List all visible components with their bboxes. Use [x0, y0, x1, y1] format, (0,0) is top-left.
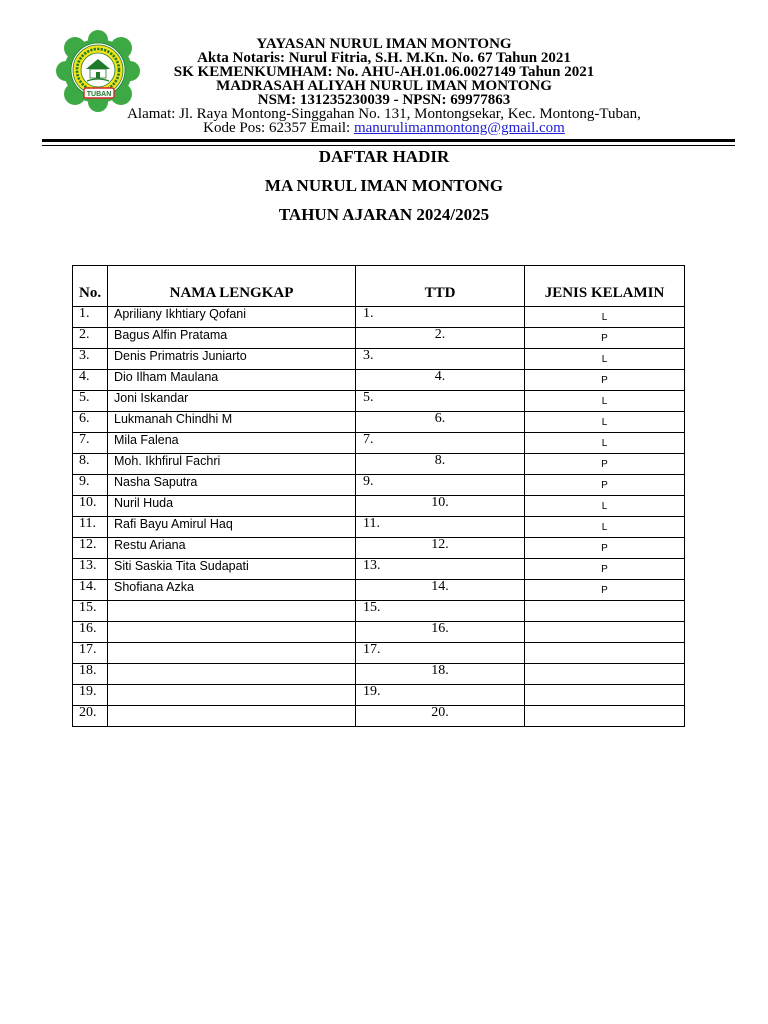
- gender-cell: L: [525, 412, 685, 433]
- signature-cell: 4.: [356, 370, 525, 391]
- student-name-cell: Rafi Bayu Amirul Haq: [108, 517, 356, 538]
- gender-cell: P: [525, 454, 685, 475]
- gender-cell: P: [525, 475, 685, 496]
- contact-line: [0, 121, 768, 135]
- school-name: MADRASAH ALIYAH NURUL IMAN MONTONG: [216, 78, 552, 94]
- gender-cell: P: [525, 370, 685, 391]
- gender-cell: [525, 622, 685, 643]
- signature-cell: 8.: [356, 454, 525, 475]
- school-ids: NSM: 131235230039 - NPSN: 69977863: [257, 92, 511, 108]
- signature-cell: 11.: [356, 517, 525, 538]
- attendance-table: [72, 265, 685, 727]
- student-name-cell: Joni Iskandar: [108, 391, 356, 412]
- gender-cell: [525, 643, 685, 664]
- signature-cell: 14.: [356, 580, 525, 601]
- header-signature: TTD: [356, 266, 525, 307]
- signature-cell: 3.: [356, 349, 525, 370]
- header-name: NAMA LENGKAP: [108, 266, 356, 307]
- gender-cell: L: [525, 433, 685, 454]
- ministry-decree: SK KEMENKUMHAM: No. AHU-AH.01.06.0027149 Tahun 2021: [173, 64, 595, 80]
- student-name-cell: Denis Primatris Juniarto: [108, 349, 356, 370]
- student-name-cell: Nasha Saputra: [108, 475, 356, 496]
- row-number-cell: 2.: [73, 328, 108, 349]
- row-number-cell: 9.: [73, 475, 108, 496]
- gender-cell: P: [525, 559, 685, 580]
- student-name-cell: Shofiana Azka: [108, 580, 356, 601]
- postcode-text: Kode Pos: 62357 Email:: [203, 120, 354, 136]
- logo-banner-text: TUBAN: [86, 91, 112, 98]
- row-number-cell: 3.: [73, 349, 108, 370]
- signature-cell: 2.: [356, 328, 525, 349]
- row-number-cell: 15.: [73, 601, 108, 622]
- gender-cell: L: [525, 496, 685, 517]
- signature-cell: 10.: [356, 496, 525, 517]
- student-name-cell: [108, 685, 356, 706]
- row-number-cell: 7.: [73, 433, 108, 454]
- row-number-cell: 1.: [73, 307, 108, 328]
- letterhead-divider-thin: [42, 145, 735, 146]
- student-name-cell: Bagus Alfin Pratama: [108, 328, 356, 349]
- signature-cell: 18.: [356, 664, 525, 685]
- row-number-cell: 11.: [73, 517, 108, 538]
- gender-cell: L: [525, 307, 685, 328]
- row-number-cell: 10.: [73, 496, 108, 517]
- gender-cell: [525, 601, 685, 622]
- student-name-cell: [108, 706, 356, 727]
- signature-cell: 12.: [356, 538, 525, 559]
- signature-cell: 16.: [356, 622, 525, 643]
- student-name-cell: [108, 643, 356, 664]
- row-number-cell: 20.: [73, 706, 108, 727]
- student-name-cell: Dio Ilham Maulana: [108, 370, 356, 391]
- gender-cell: P: [525, 538, 685, 559]
- student-name-cell: Lukmanah Chindhi M: [108, 412, 356, 433]
- signature-cell: 1.: [356, 307, 525, 328]
- signature-cell: 19.: [356, 685, 525, 706]
- row-number-cell: 5.: [73, 391, 108, 412]
- header-no: No.: [73, 266, 108, 307]
- row-number-cell: 12.: [73, 538, 108, 559]
- gender-cell: [525, 664, 685, 685]
- signature-cell: 13.: [356, 559, 525, 580]
- gender-cell: [525, 685, 685, 706]
- row-number-cell: 14.: [73, 580, 108, 601]
- student-name-cell: [108, 664, 356, 685]
- email-link[interactable]: manurulimanmontong@gmail.com: [353, 120, 565, 136]
- signature-cell: 15.: [356, 601, 525, 622]
- row-number-cell: 6.: [73, 412, 108, 433]
- student-name-cell: Apriliany Ikhtiary Qofani: [108, 307, 356, 328]
- row-number-cell: 16.: [73, 622, 108, 643]
- gender-cell: [525, 706, 685, 727]
- signature-cell: 7.: [356, 433, 525, 454]
- student-name-cell: [108, 622, 356, 643]
- gender-cell: L: [525, 349, 685, 370]
- letterhead: [0, 37, 768, 135]
- gender-cell: L: [525, 517, 685, 538]
- gender-cell: P: [525, 328, 685, 349]
- student-name-cell: Restu Ariana: [108, 538, 356, 559]
- document-school: MA NURUL IMAN MONTONG: [264, 176, 504, 195]
- letterhead-divider: [42, 139, 735, 142]
- academic-year: TAHUN AJARAN 2024/2025: [278, 205, 490, 224]
- row-number-cell: 13.: [73, 559, 108, 580]
- student-name-cell: Siti Saskia Tita Sudapati: [108, 559, 356, 580]
- student-name-cell: Nuril Huda: [108, 496, 356, 517]
- signature-cell: 6.: [356, 412, 525, 433]
- gender-cell: L: [525, 391, 685, 412]
- student-name-cell: Moh. Ikhfirul Fachri: [108, 454, 356, 475]
- signature-cell: 20.: [356, 706, 525, 727]
- row-number-cell: 18.: [73, 664, 108, 685]
- gender-cell: P: [525, 580, 685, 601]
- student-name-cell: [108, 601, 356, 622]
- notary-deed: Akta Notaris: Nurul Fitria, S.H. M.Kn. No. 67 Tahun 2021: [197, 50, 571, 66]
- signature-cell: 5.: [356, 391, 525, 412]
- school-address: Alamat: Jl. Raya Montong-Singgahan No. 131, Montongsekar, Kec. Montong-Tuban,: [127, 106, 641, 122]
- student-name-cell: Mila Falena: [108, 433, 356, 454]
- row-number-cell: 19.: [73, 685, 108, 706]
- row-number-cell: 4.: [73, 370, 108, 391]
- signature-cell: 17.: [356, 643, 525, 664]
- document-title: DAFTAR HADIR: [318, 147, 450, 166]
- row-number-cell: 17.: [73, 643, 108, 664]
- row-number-cell: 8.: [73, 454, 108, 475]
- foundation-name: YAYASAN NURUL IMAN MONTONG: [256, 36, 512, 52]
- signature-cell: 9.: [356, 475, 525, 496]
- header-gender: JENIS KELAMIN: [525, 266, 685, 307]
